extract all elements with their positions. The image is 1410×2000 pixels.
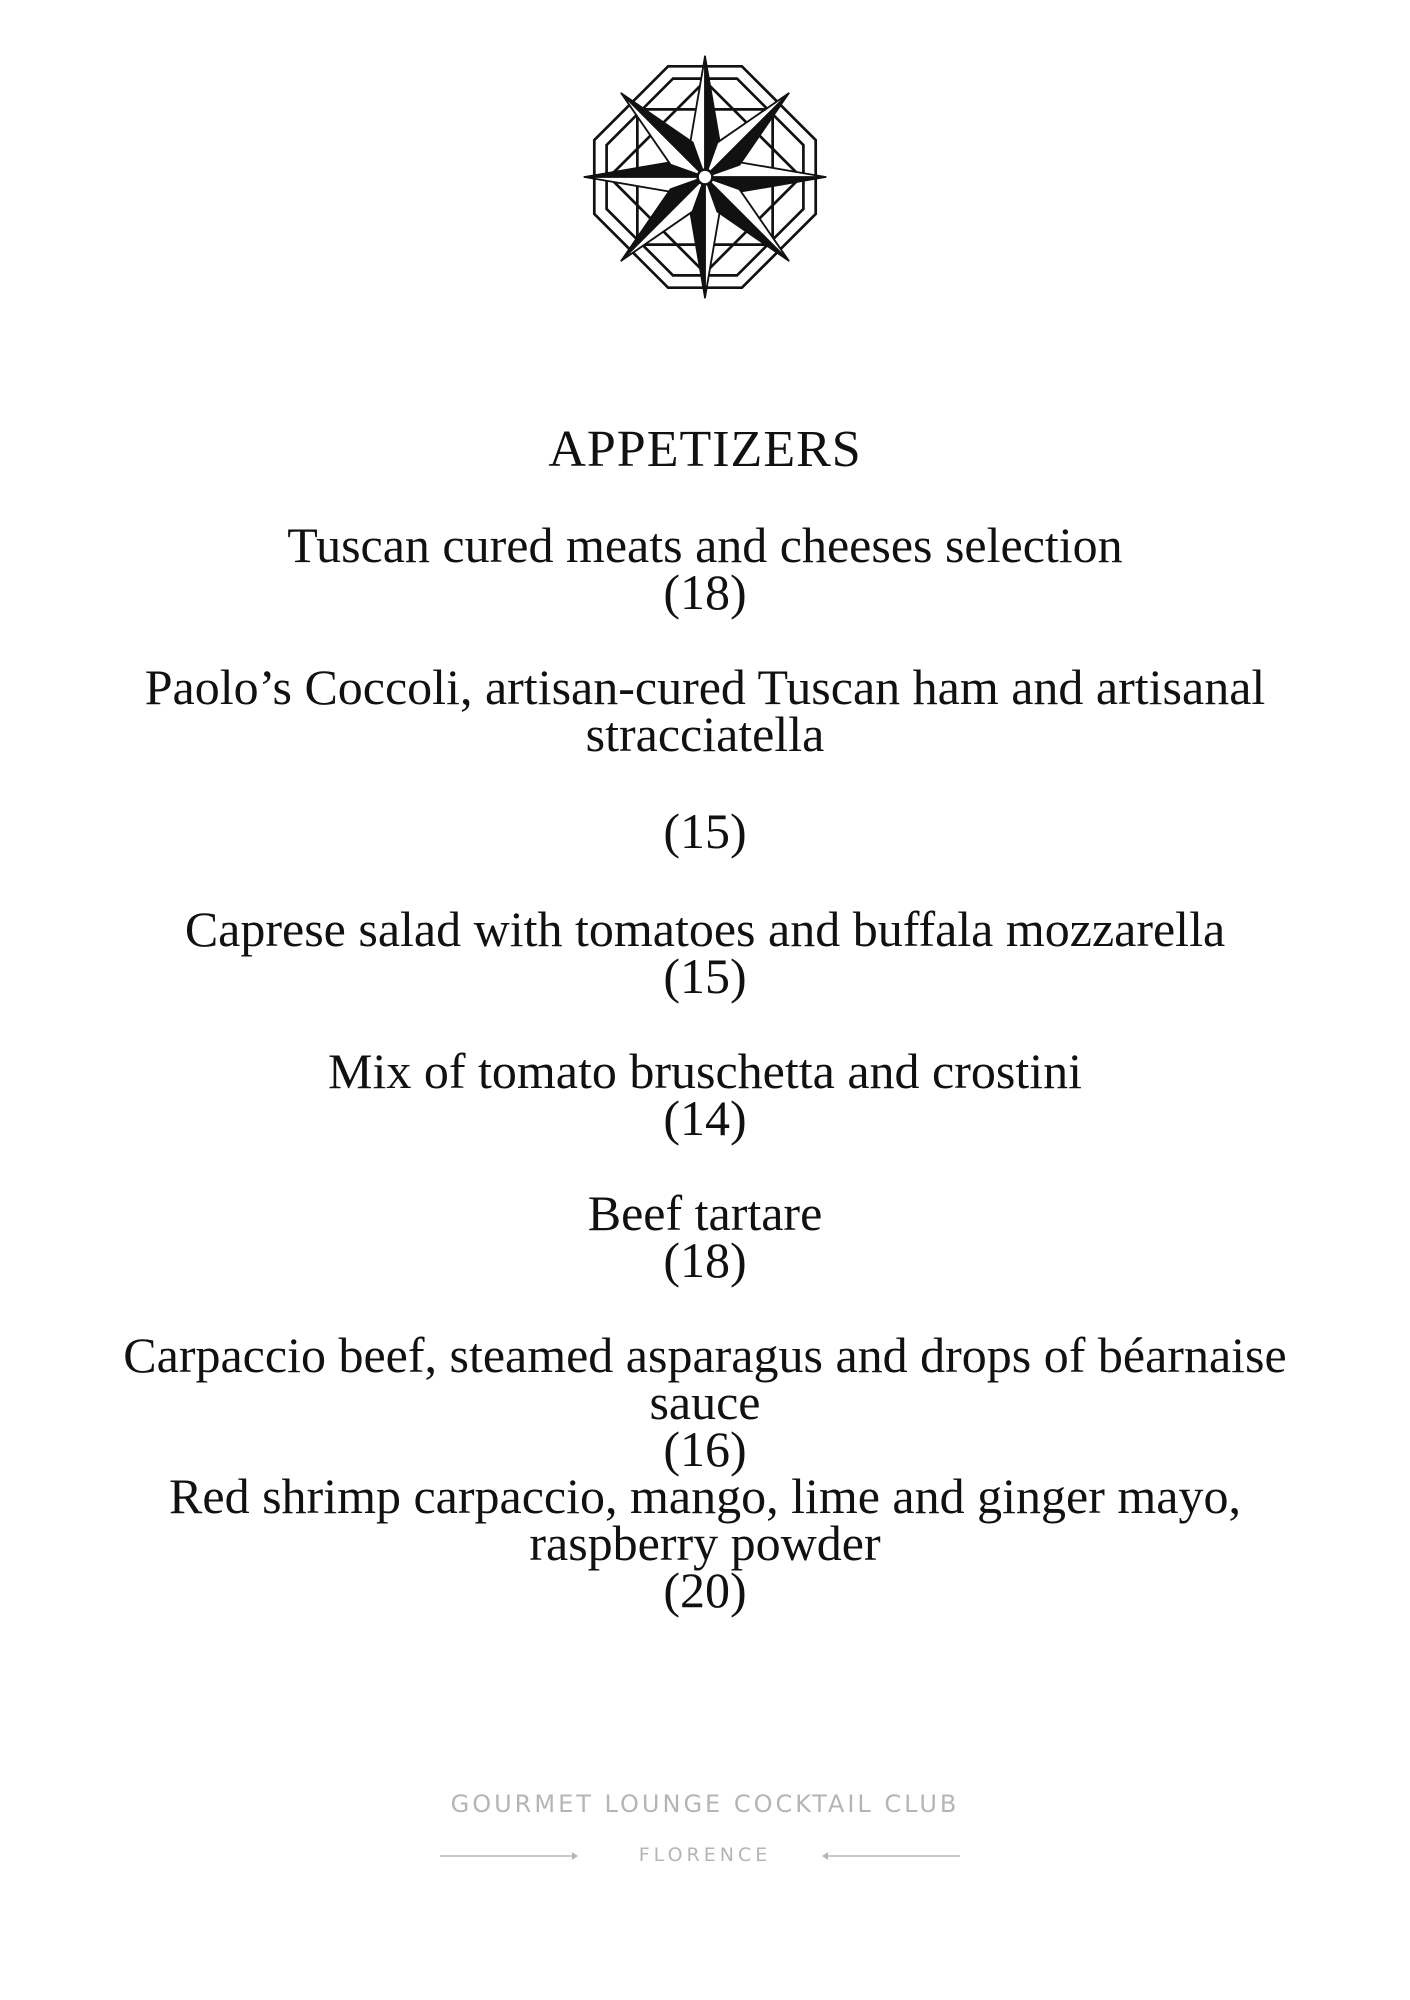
menu-item-price: (20): [663, 1562, 747, 1618]
menu-item: [100, 901, 1310, 1004]
menu-item-name: Mix of tomato bruschetta and crostini: [327, 1043, 1082, 1099]
menu-item-price: (16): [663, 1421, 747, 1477]
footer-brand-name: GOURMET LOUNGE COCKTAIL CLUB: [450, 1790, 960, 1818]
menu-item: [100, 659, 1310, 859]
menu-item-name: Carpaccio beef, steamed asparagus and drops of béarnaise sauce: [123, 1327, 1287, 1430]
footer-city: FLORENCE: [638, 1844, 772, 1866]
menu-item: [100, 1327, 1310, 1477]
menu-item: [100, 1043, 1310, 1146]
section-title: APPETIZERS: [548, 421, 862, 478]
menu-item-price: (14): [663, 1090, 747, 1146]
menu-item-name: Tuscan cured meats and cheeses selection: [287, 517, 1123, 573]
menu-item-name: Caprese salad with tomatoes and buffala mozzarella: [184, 901, 1226, 957]
menu-item-price: (18): [663, 564, 747, 620]
menu-item-name: Red shrimp carpaccio, mango, lime and ginger mayo, raspberry powder: [169, 1468, 1241, 1571]
menu-item-price: (15): [663, 803, 747, 859]
footer-divider-right: [820, 1850, 960, 1862]
menu-item-price: (18): [663, 1232, 747, 1288]
menu-item-price: (15): [663, 948, 747, 1004]
menu-item: [100, 1468, 1310, 1618]
compass-star-logo-icon: [582, 54, 828, 300]
menu-item: [100, 517, 1310, 620]
menu-item: [100, 1185, 1310, 1288]
menu-item-name: Beef tartare: [587, 1185, 823, 1241]
menu-item-name: Paolo’s Coccoli, artisan-cured Tuscan ham and artisanal stracciatella: [144, 659, 1266, 762]
